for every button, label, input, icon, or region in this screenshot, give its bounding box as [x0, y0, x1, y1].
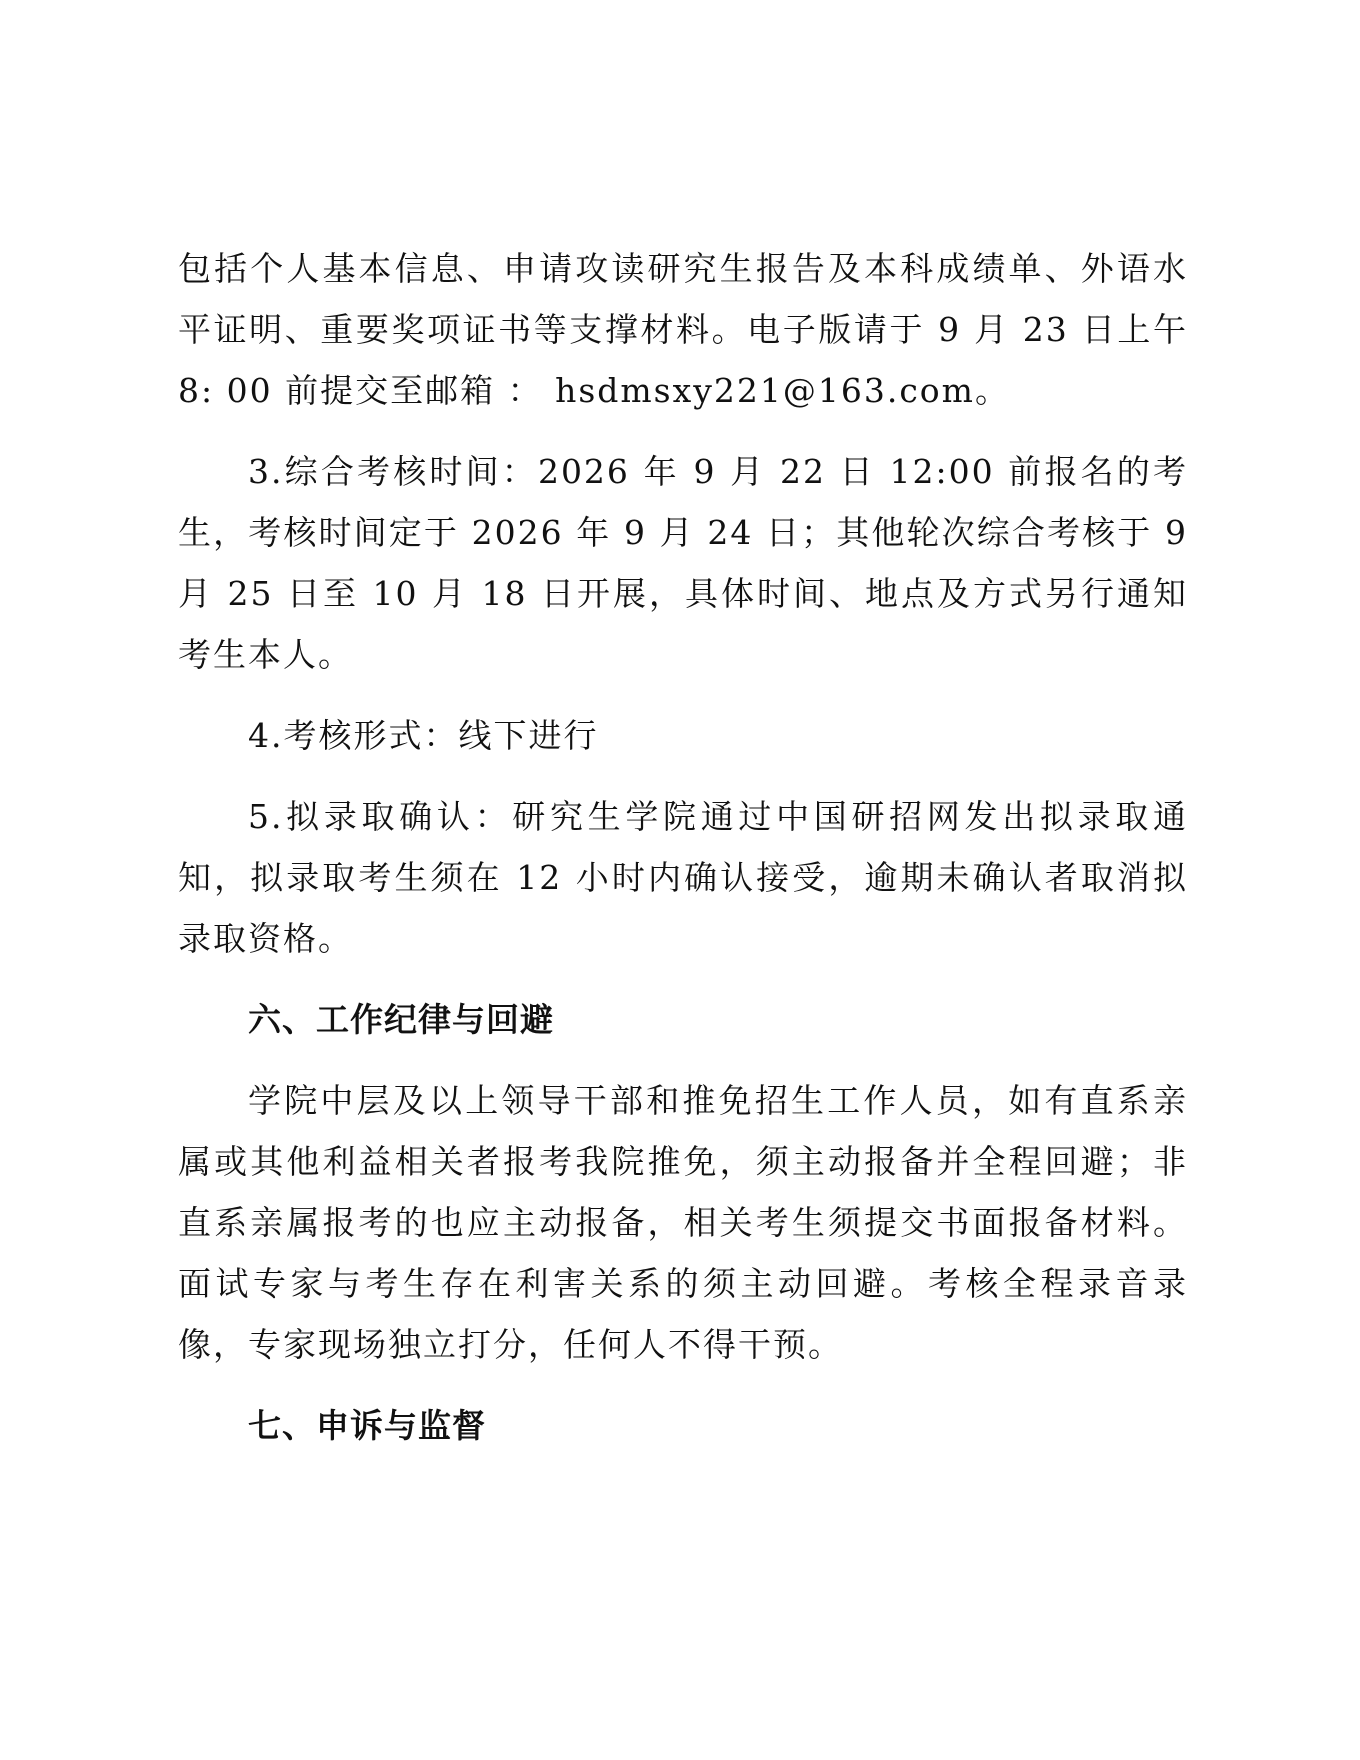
paragraph-gap — [178, 1050, 1188, 1070]
paragraph-gap — [178, 1375, 1188, 1395]
paragraph-gap — [178, 766, 1188, 786]
paragraph-gap — [178, 421, 1188, 441]
paragraph-gap — [178, 969, 1188, 989]
materials-paragraph: 包括个人基本信息、申请攻读研究生报告及本科成绩单、外语水平证明、重要奖项证书等支撑材料。电子版请于 9 月 23 日上午 8: 00 前提交至邮箱 ： hsdmsxy221@163.com。 — [178, 249, 1188, 410]
document-body — [178, 238, 1188, 1456]
section-heading-appeal: 七、申诉与监督 — [248, 1406, 486, 1445]
discipline-paragraph: 学院中层及以上领导干部和推免招生工作人员，如有直系亲属或其他利益相关者报考我院推免，须主动报备并全程回避；非直系亲属报考的也应主动报备，相关考生须提交书面报备材料。面试专家与考生存在利害关系的须主动回避。考核全程录音录像，专家现场独立打分，任何人不得干预。 — [178, 1081, 1188, 1364]
assessment-format-item: 4.考核形式：线下进行 — [248, 716, 599, 755]
assessment-time-item: 3.综合考核时间：2026 年 9 月 22 日 12:00 前报名的考生，考核时间定于 2026 年 9 月 24 日；其他轮次综合考核于 9 月 25 日至 10 月 18 日开展，具体时间、地点及方式另行通知考生本人。 — [178, 452, 1188, 674]
admission-confirmation-item: 5.拟录取确认：研究生学院通过中国研招网发出拟录取通知，拟录取考生须在 12 小时内确认接受，逾期未确认者取消拟录取资格。 — [178, 797, 1188, 958]
paragraph-gap — [178, 685, 1188, 705]
section-heading-discipline: 六、工作纪律与回避 — [248, 1000, 554, 1039]
